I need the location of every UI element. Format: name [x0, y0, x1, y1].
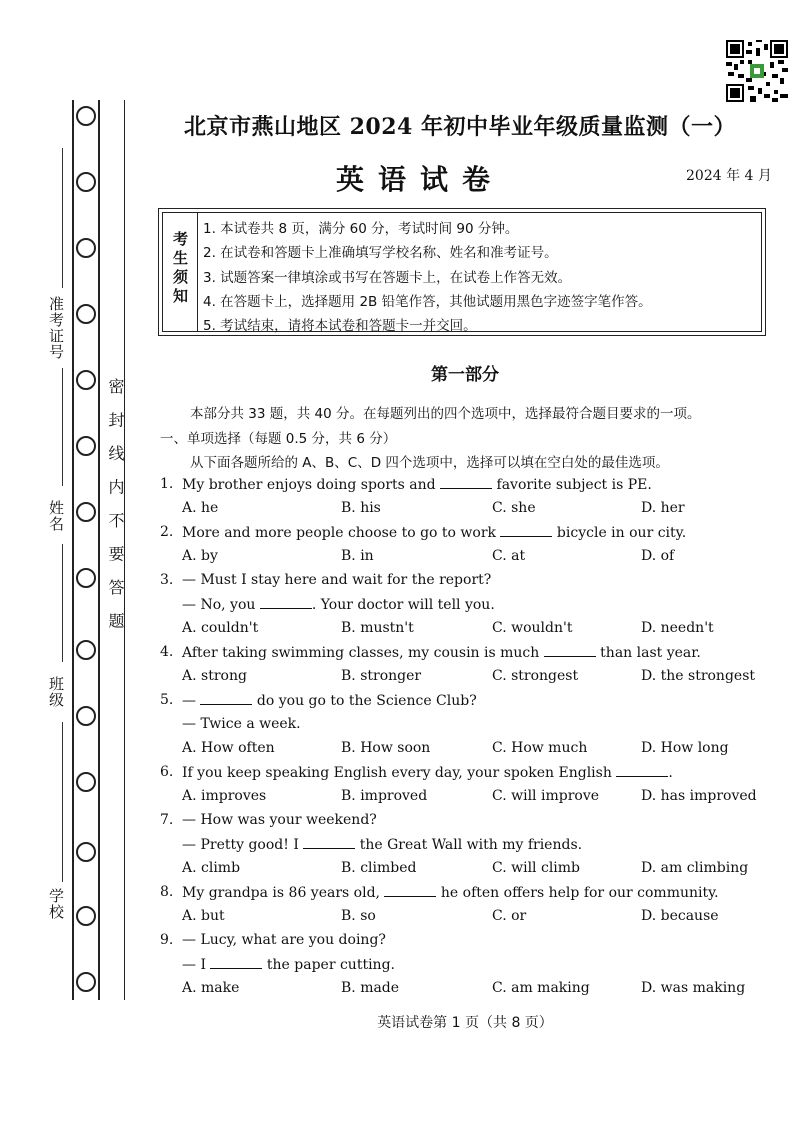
answer-option: A. climb: [182, 860, 241, 876]
notice-list: [203, 217, 652, 338]
question-number: 3.: [160, 572, 174, 588]
binding-hole: [76, 842, 96, 862]
binding-hole: [76, 106, 96, 126]
question-number: 1.: [160, 476, 174, 492]
answer-option: C. strongest: [492, 668, 579, 684]
admission-no-label: 准考证号: [47, 296, 65, 360]
answer-option: D. has improved: [641, 788, 757, 804]
answer-option: C. am making: [492, 980, 590, 996]
answer-option: B. stronger: [341, 668, 422, 684]
answer-option: B. made: [341, 980, 400, 996]
notice-label: 考生须知: [171, 231, 189, 307]
question-text: — Must I stay here and wait for the report?: [182, 572, 492, 588]
question-number: 5.: [160, 692, 174, 708]
question-stem-line: [182, 524, 686, 541]
question-text: . Your doctor will tell you.: [311, 597, 495, 613]
question-text: My grandpa is 86 years old,: [182, 885, 385, 901]
answer-option: D. the strongest: [641, 668, 756, 684]
class-field[interactable]: [62, 722, 63, 882]
question-stem-line: [182, 716, 301, 732]
answer-option: C. will improve: [492, 788, 600, 804]
question-text: — No, you: [182, 597, 260, 613]
answer-blank: [210, 956, 262, 969]
question-number: 9.: [160, 932, 174, 948]
notice-item: 5. 考试结束，请将本试卷和答题卡一并交回。: [203, 318, 477, 335]
answer-option: C. wouldn't: [492, 620, 573, 636]
question-text: — How was your weekend?: [182, 812, 377, 828]
answer-blank: [500, 524, 552, 537]
question-text: — Lucy, what are you doing?: [182, 932, 386, 948]
admission-no-field[interactable]: [62, 148, 63, 288]
candidate-notice-box: [158, 208, 766, 336]
answer-option: D. because: [641, 908, 719, 924]
answer-option: B. improved: [341, 788, 428, 804]
notice-item: 2. 在试卷和答题卡上准确填写学校名称、姓名和准考证号。: [203, 245, 558, 262]
part-title: 第一部分: [431, 365, 499, 385]
question-text: favorite subject is PE.: [492, 477, 652, 493]
answer-option: C. at: [492, 548, 526, 564]
question-text: After taking swimming classes, my cousin is much: [182, 645, 544, 661]
exam-title: 北京市燕山地区 2024 年初中毕业年级质量监测（一）: [183, 114, 737, 140]
question-stem-line: [182, 764, 673, 781]
answer-option: D. am climbing: [641, 860, 749, 876]
question-stem-line: [182, 596, 495, 613]
answer-option: A. by: [182, 548, 218, 564]
binding-hole: [76, 772, 96, 792]
answer-option: D. was making: [641, 980, 746, 996]
binding-hole: [76, 502, 96, 522]
question-text: .: [668, 765, 673, 781]
name-label: 姓名: [47, 500, 65, 532]
question-number: 6.: [160, 764, 174, 780]
answer-blank: [544, 644, 596, 657]
question-text: More and more people choose to go to work: [182, 525, 501, 541]
answer-option: A. improves: [182, 788, 267, 804]
answer-option: B. his: [341, 500, 381, 516]
answer-option: A. couldn't: [182, 620, 259, 636]
question-stem-line: [182, 812, 377, 828]
question-text: bicycle in our city.: [552, 525, 687, 541]
question-stem-line: [182, 884, 719, 901]
notice-divider: [197, 212, 198, 332]
binding-line-inner: [98, 100, 100, 1000]
answer-option: D. needn't: [641, 620, 714, 636]
question-stem-line: [182, 932, 386, 948]
name-field[interactable]: [62, 544, 63, 662]
question-text: he often offers help for our community.: [436, 885, 719, 901]
question-text: the Great Wall with my friends.: [355, 837, 583, 853]
binding-hole: [76, 304, 96, 324]
answer-option: B. climbed: [341, 860, 417, 876]
question-text: — I: [182, 957, 211, 973]
question-text: — Pretty good! I: [182, 837, 304, 853]
question-text: —: [182, 693, 201, 709]
question-stem-line: [182, 644, 701, 661]
binding-hole: [76, 370, 96, 390]
admission-no-field-lower: [62, 368, 63, 486]
answer-blank: [616, 764, 668, 777]
question-stem-line: [182, 572, 491, 588]
question-stem-line: [182, 692, 477, 709]
subject-title: 英语试卷: [335, 163, 504, 196]
school-label: 学校: [47, 888, 65, 920]
question-text: If you keep speaking English every day, your spoken English: [182, 765, 617, 781]
notice-item: 3. 试题答案一律填涂或书写在答题卡上，在试卷上作答无效。: [203, 269, 572, 286]
part-intro: 本部分共 33 题，共 40 分。在每题列出的四个选项中，选择最符合题目要求的一项。: [190, 406, 701, 422]
answer-option: A. but: [182, 908, 225, 924]
answer-option: D. How long: [641, 740, 729, 756]
question-number: 4.: [160, 644, 174, 660]
exam-date: 2024 年 4 月: [686, 168, 772, 184]
question-stem-line: [182, 836, 582, 853]
answer-option: C. or: [492, 908, 527, 924]
question-number: 2.: [160, 524, 174, 540]
answer-blank: [384, 884, 436, 897]
question-number: 7.: [160, 812, 174, 828]
binding-hole: [76, 238, 96, 258]
answer-blank: [303, 836, 355, 849]
answer-option: A. How often: [182, 740, 275, 756]
qr-code-icon: [726, 40, 788, 102]
binding-hole: [76, 436, 96, 456]
answer-option: C. she: [492, 500, 536, 516]
binding-hole: [76, 568, 96, 588]
question-stem-line: [182, 956, 395, 973]
answer-option: D. of: [641, 548, 675, 564]
binding-hole: [76, 906, 96, 926]
answer-option: B. so: [341, 908, 376, 924]
binding-hole: [76, 972, 96, 992]
answer-option: C. How much: [492, 740, 588, 756]
answer-option: B. in: [341, 548, 374, 564]
class-label: 班级: [47, 676, 65, 708]
question-number: 8.: [160, 884, 174, 900]
question-stem-line: [182, 476, 652, 493]
answer-option: C. will climb: [492, 860, 581, 876]
binding-hole: [76, 706, 96, 726]
question-text: do you go to the Science Club?: [252, 693, 477, 709]
answer-blank: [440, 476, 492, 489]
binding-line-outer: [72, 100, 74, 1000]
question-text: the paper cutting.: [262, 957, 395, 973]
question-text: My brother enjoys doing sports and: [182, 477, 441, 493]
question-text: — Twice a week.: [182, 716, 301, 732]
seal-warning-text: 密封线内不要答题: [106, 378, 125, 646]
answer-option: A. he: [182, 500, 219, 516]
answer-option: A. make: [182, 980, 240, 996]
page-footer: 英语试卷第 1 页（共 8 页）: [377, 1015, 553, 1031]
answer-option: D. her: [641, 500, 685, 516]
answer-blank: [260, 596, 312, 609]
binding-hole: [76, 640, 96, 660]
section-heading: 一、单项选择（每题 0.5 分，共 6 分）: [160, 431, 397, 447]
answer-option: B. How soon: [341, 740, 431, 756]
notice-item: 1. 本试卷共 8 页，满分 60 分，考试时间 90 分钟。: [203, 221, 519, 237]
question-text: than last year.: [595, 645, 701, 661]
answer-option: B. mustn't: [341, 620, 414, 636]
section-description: 从下面各题所给的 A、B、C、D 四个选项中，选择可以填在空白处的最佳选项。: [190, 455, 669, 471]
binding-hole: [76, 172, 96, 192]
answer-option: A. strong: [182, 668, 247, 684]
notice-item: 4. 在答题卡上，选择题用 2B 铅笔作答，其他试题用黑色字迹签字笔作答。: [203, 293, 652, 310]
answer-blank: [200, 692, 252, 705]
